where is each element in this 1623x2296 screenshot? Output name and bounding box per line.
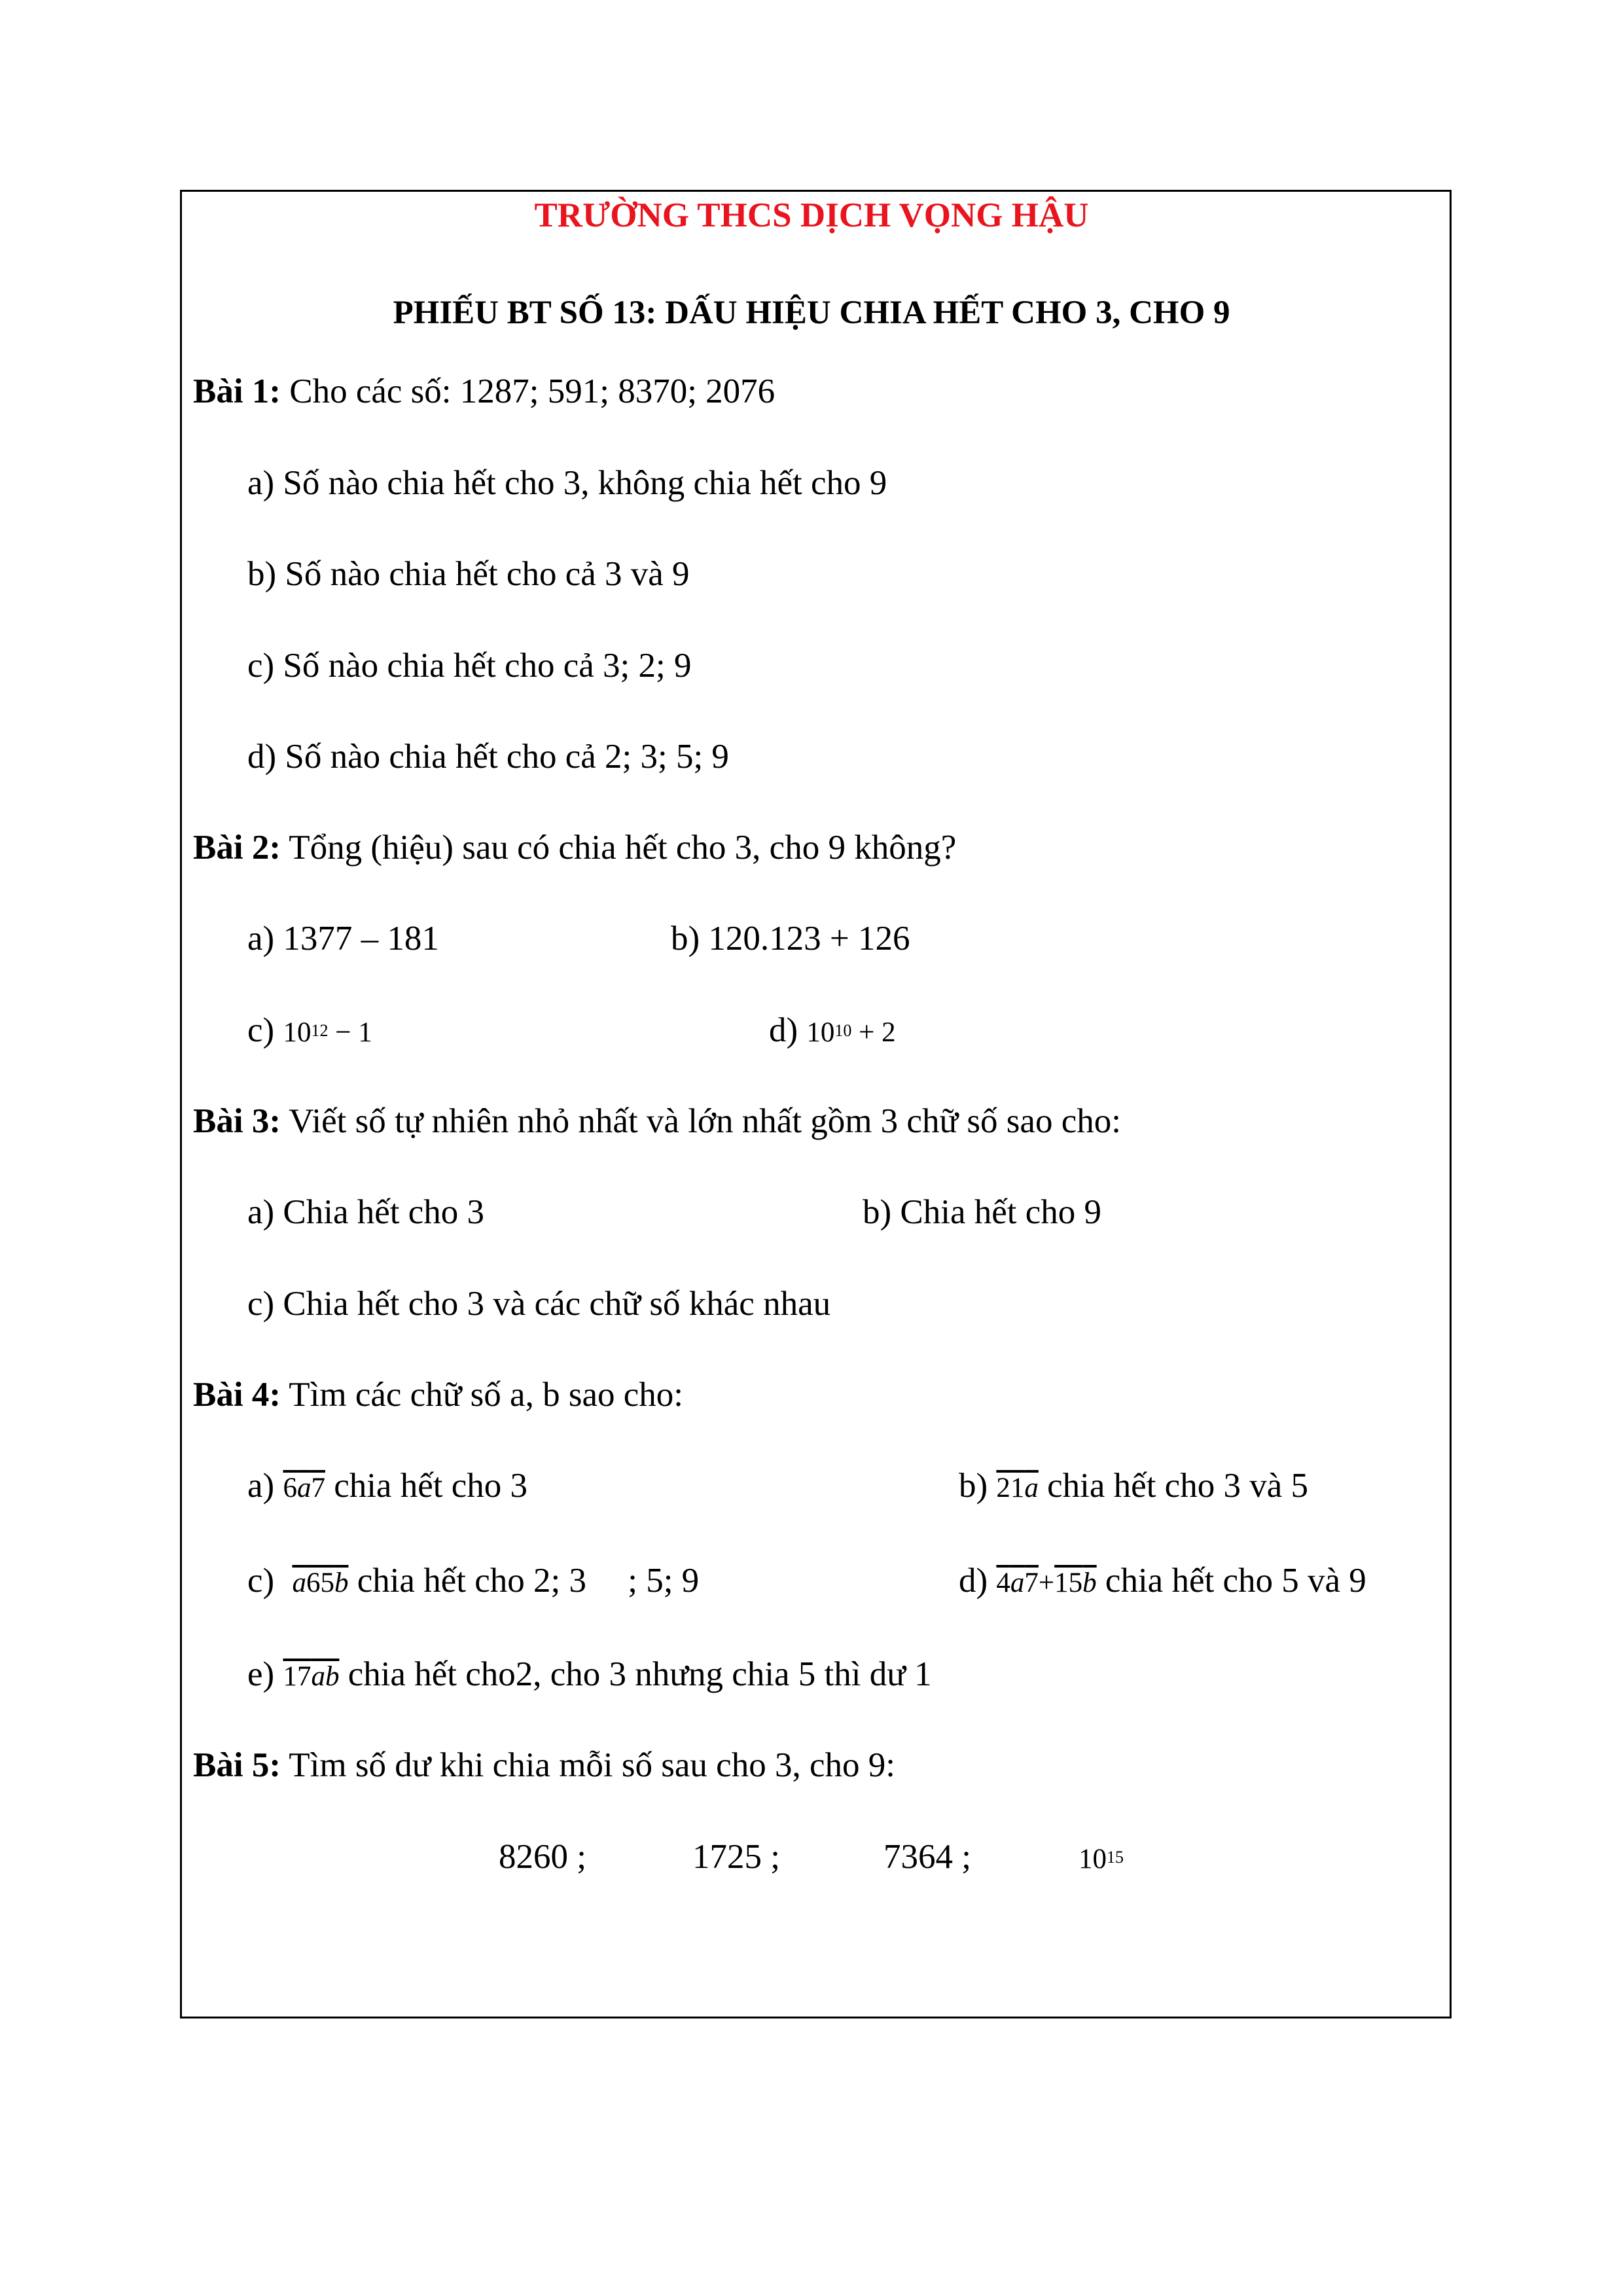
bai1-line bbox=[193, 370, 775, 412]
bai1-text: Cho các số: 1287; 591; 8370; 2076 bbox=[289, 372, 776, 410]
bai2-c-base: 10 bbox=[283, 1017, 312, 1048]
bai1-b: b) Số nào chia hết cho cả 3 và 9 bbox=[247, 555, 690, 593]
bai4-e bbox=[247, 1653, 932, 1698]
bai4-a-digit-1: 6 bbox=[283, 1473, 297, 1503]
school-name: TRƯỜNG THCS DỊCH VỌNG HẬU bbox=[534, 196, 1089, 234]
bai5-line bbox=[193, 1744, 895, 1786]
bai5-n1: 8260 ; bbox=[499, 1838, 586, 1876]
bai2-text: Tổng (hiệu) sau có chia hết cho 3, cho 9 không? bbox=[289, 829, 957, 867]
bai3-a: a) Chia hết cho 3 bbox=[247, 1193, 485, 1231]
bai5-n4-base: 10 bbox=[1079, 1844, 1107, 1874]
bai4-c bbox=[247, 1560, 699, 1604]
bai4-c-digit-1: a bbox=[292, 1568, 306, 1598]
bai2-c bbox=[247, 1009, 372, 1057]
bai5-label: Bài 5: bbox=[193, 1746, 281, 1784]
bai3-b: b) Chia hết cho 9 bbox=[863, 1193, 1102, 1231]
bai3-c: c) Chia hết cho 3 và các chữ số khác nhau bbox=[247, 1285, 831, 1323]
bai5-text: Tìm số dư khi chia mỗi số sau cho 3, cho 9: bbox=[289, 1746, 895, 1784]
bai4-b-label: b) bbox=[959, 1467, 988, 1505]
worksheet-title: PHIẾU BT SỐ 13: DẤU HIỆU CHIA HẾT CHO 3, CHO 9 bbox=[393, 295, 1230, 331]
bai3-line bbox=[193, 1100, 1121, 1142]
bai4-d-n1-digit-1: 4 bbox=[996, 1568, 1010, 1598]
bai1-a: a) Số nào chia hết cho 3, không chia hết cho 9 bbox=[247, 464, 887, 502]
bai4-b-text: chia hết cho 3 và 5 bbox=[1047, 1467, 1308, 1505]
bai1-d: d) Số nào chia hết cho cả 2; 3; 5; 9 bbox=[247, 738, 729, 776]
bai2-d-exp: 10 bbox=[834, 1021, 852, 1040]
bai3-label: Bài 3: bbox=[193, 1102, 281, 1140]
bai1-c: c) Số nào chia hết cho cả 3; 2; 9 bbox=[247, 647, 692, 685]
bai4-a-digit-3: 7 bbox=[311, 1473, 325, 1503]
bai4-c-digit-3: b bbox=[334, 1568, 349, 1598]
bai4-d-expression bbox=[996, 1568, 1096, 1598]
bai2-d-label: d) bbox=[769, 1011, 798, 1049]
bai4-d-number-1 bbox=[996, 1568, 1039, 1598]
bai4-d-number-2 bbox=[1054, 1568, 1097, 1598]
bai2-c-exp: 12 bbox=[311, 1021, 329, 1040]
bai2-label: Bài 2: bbox=[193, 829, 281, 867]
bai5-n3: 7364 ; bbox=[883, 1838, 971, 1876]
bai2-d bbox=[769, 1009, 896, 1057]
bai4-a bbox=[247, 1465, 527, 1509]
bai4-e-text: chia hết cho2, cho 3 nhưng chia 5 thì dư 1 bbox=[348, 1655, 932, 1693]
bai5-n2: 1725 ; bbox=[692, 1838, 780, 1876]
bai4-d-plus: + bbox=[1038, 1568, 1055, 1598]
bai4-d-n1-digit-2: a bbox=[1010, 1568, 1025, 1598]
bai2-b: b) 120.123 + 126 bbox=[671, 920, 910, 958]
bai4-c-text2: ; 5; 9 bbox=[628, 1562, 700, 1600]
bai5-n4 bbox=[1079, 1836, 1124, 1884]
bai4-a-text: chia hết cho 3 bbox=[334, 1467, 527, 1505]
bai4-d-text: chia hết cho 5 và 9 bbox=[1105, 1562, 1366, 1600]
bai4-d-n2-digit-1: 15 bbox=[1054, 1568, 1083, 1598]
bai2-a: a) 1377 – 181 bbox=[247, 920, 439, 958]
bai4-line bbox=[193, 1374, 683, 1416]
bai4-b-digit-1: 21 bbox=[996, 1473, 1025, 1503]
bai2-d-base: 10 bbox=[806, 1017, 835, 1048]
bai4-a-digit-2: a bbox=[296, 1473, 312, 1503]
bai2-d-rest: + 2 bbox=[851, 1017, 896, 1048]
bai4-d-n2-digit-2: b bbox=[1082, 1568, 1097, 1598]
bai4-d-n1-digit-3: 7 bbox=[1024, 1568, 1039, 1598]
bai5-n4-exp: 15 bbox=[1107, 1848, 1124, 1867]
bai1-label: Bài 1: bbox=[193, 372, 281, 410]
bai4-e-label: e) bbox=[247, 1655, 275, 1693]
bai4-b-number bbox=[996, 1473, 1039, 1503]
bai4-a-number bbox=[283, 1473, 325, 1503]
bai4-d-label: d) bbox=[959, 1562, 988, 1600]
bai4-c-number bbox=[292, 1568, 348, 1598]
bai4-b-digit-2: a bbox=[1024, 1473, 1039, 1503]
bai4-text: Tìm các chữ số a, b sao cho: bbox=[289, 1376, 683, 1414]
bai4-b bbox=[959, 1465, 1308, 1509]
bai4-c-text: chia hết cho 2; 3 bbox=[357, 1562, 586, 1600]
bai4-c-label: c) bbox=[247, 1562, 275, 1600]
bai2-c-label: c) bbox=[247, 1011, 275, 1049]
bai4-a-label: a) bbox=[247, 1467, 275, 1505]
bai4-e-digit-2: ab bbox=[311, 1661, 340, 1692]
bai2-c-rest: − 1 bbox=[328, 1017, 372, 1048]
bai2-line bbox=[193, 827, 956, 869]
bai4-label: Bài 4: bbox=[193, 1376, 281, 1414]
bai4-e-digit-1: 17 bbox=[283, 1661, 312, 1692]
bai3-text: Viết số tự nhiên nhỏ nhất và lớn nhất gồm 3 chữ số sao cho: bbox=[289, 1102, 1121, 1140]
bai4-c-digit-2: 65 bbox=[306, 1568, 334, 1598]
bai4-d bbox=[959, 1560, 1366, 1604]
bai4-e-number bbox=[283, 1661, 339, 1692]
